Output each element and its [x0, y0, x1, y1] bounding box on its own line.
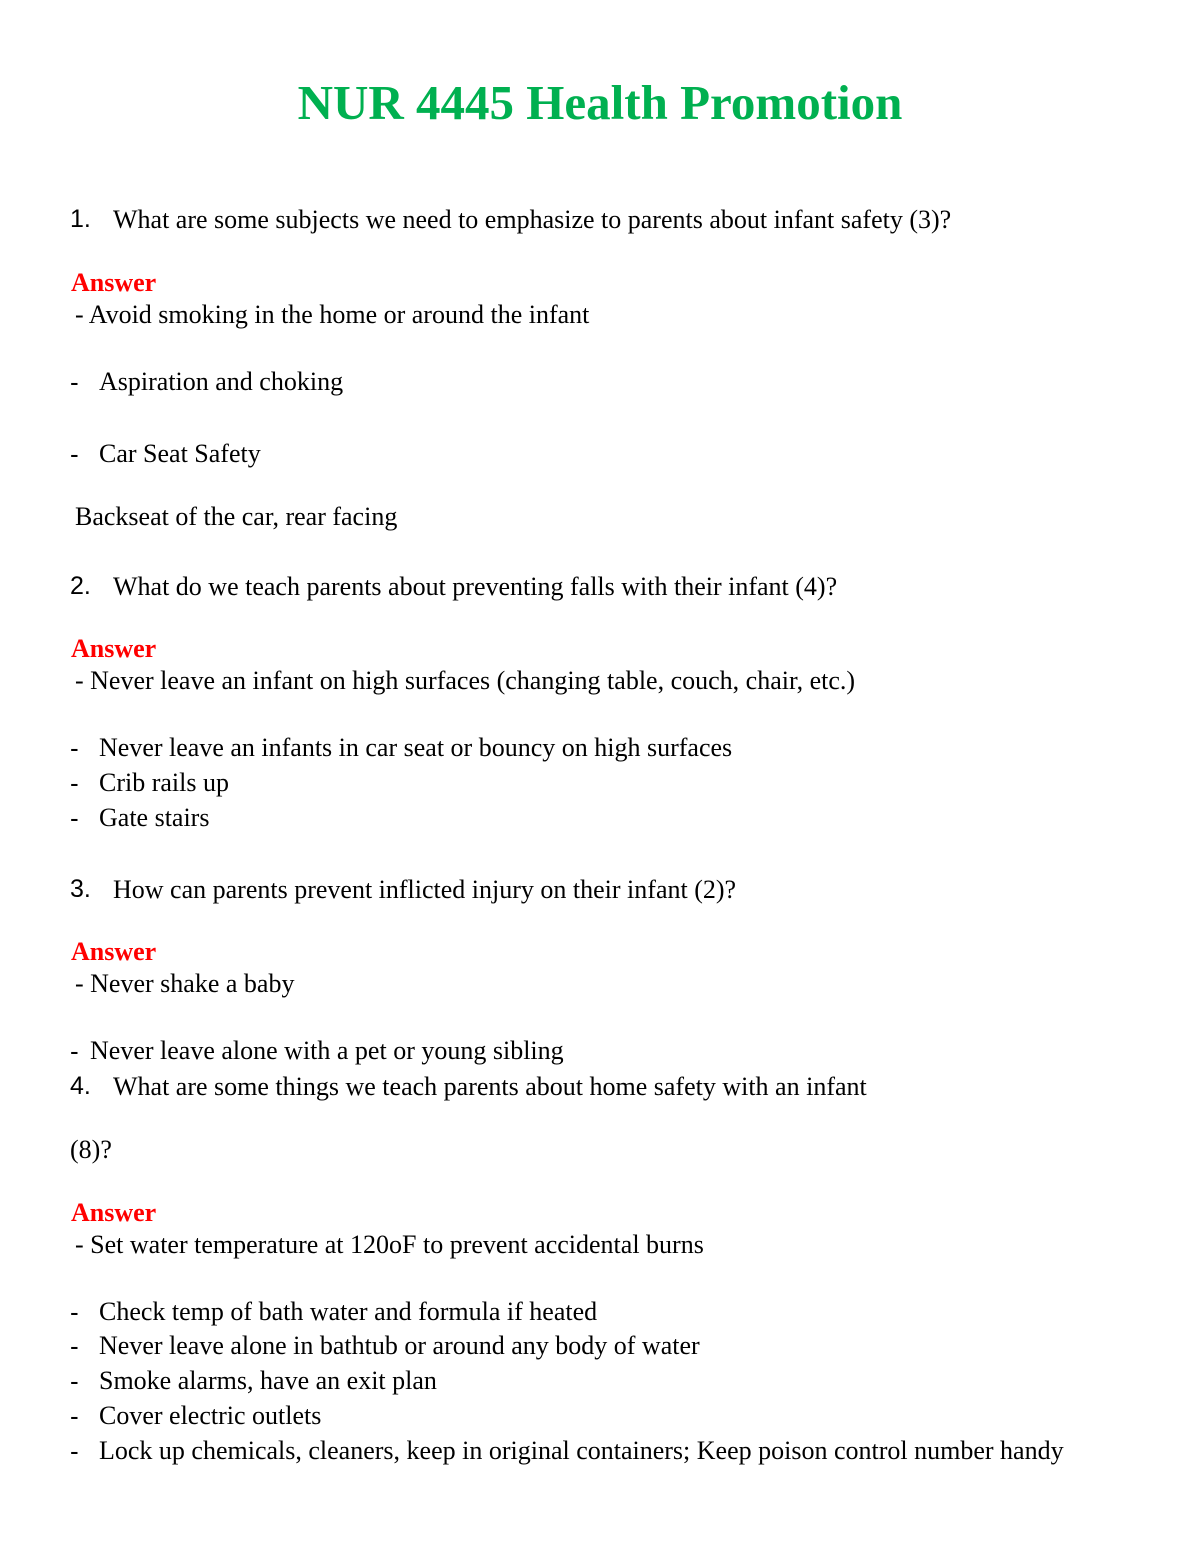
bullet-item: Never leave an infants in car seat or bouncy on high surfaces: [99, 733, 733, 762]
bullet-item: Lock up chemicals, cleaners, keep in original containers; Keep poison control number handy: [99, 1436, 1064, 1465]
bullet-dash: -: [70, 367, 79, 397]
document-title: NUR 4445 Health Promotion: [297, 75, 903, 130]
answer-label: Answer: [71, 268, 157, 297]
bullet-item: Car Seat Safety: [99, 439, 261, 468]
bullet-dash: -: [70, 1036, 79, 1066]
bullet-dash: -: [70, 1297, 79, 1327]
bullet-dash: -: [70, 733, 79, 763]
question-text: How can parents prevent inflicted injury on their infant (2)?: [113, 875, 737, 904]
answer-label: Answer: [71, 634, 157, 663]
bullet-dash: -: [70, 439, 79, 469]
answer-note: Backseat of the car, rear facing: [75, 502, 398, 531]
bullet-item: Crib rails up: [99, 768, 229, 797]
question-text: What are some subjects we need to emphasize to parents about infant safety (3)?: [113, 205, 952, 234]
question-text: What do we teach parents about preventing falls with their infant (4)?: [113, 572, 838, 601]
answer-label: Answer: [71, 1198, 157, 1227]
bullet-dash: -: [70, 1366, 79, 1396]
bullet-item: Smoke alarms, have an exit plan: [99, 1366, 437, 1395]
bullet-item: Check temp of bath water and formula if heated: [99, 1297, 598, 1326]
bullet-item: Cover electric outlets: [99, 1401, 322, 1430]
answer-line: - Avoid smoking in the home or around the infant: [75, 300, 590, 329]
bullet-dash: -: [70, 1401, 79, 1431]
bullet-item: Gate stairs: [99, 803, 210, 832]
bullet-dash: -: [70, 1436, 79, 1466]
bullet-dash: -: [70, 1331, 79, 1361]
question-number: 3.: [70, 875, 91, 903]
bullet-item: Never leave alone in bathtub or around any body of water: [99, 1331, 700, 1360]
answer-line: - Never leave an infant on high surfaces (changing table, couch, chair, etc.): [75, 666, 856, 695]
question-number: 1.: [70, 205, 91, 233]
bullet-dash: -: [70, 768, 79, 798]
question-number: 2.: [70, 572, 91, 600]
answer-label: Answer: [71, 937, 157, 966]
answer-line: - Set water temperature at 120oF to prevent accidental burns: [75, 1230, 704, 1259]
answer-line: Never leave alone with a pet or young sibling: [90, 1036, 564, 1065]
question-number: 4.: [70, 1072, 91, 1100]
bullet-dash: -: [70, 803, 79, 833]
bullet-item: Aspiration and choking: [99, 367, 344, 396]
question-text: What are some things we teach parents about home safety with an infant: [113, 1072, 867, 1101]
question-text-continued: (8)?: [70, 1135, 112, 1164]
answer-line: - Never shake a baby: [75, 969, 295, 998]
